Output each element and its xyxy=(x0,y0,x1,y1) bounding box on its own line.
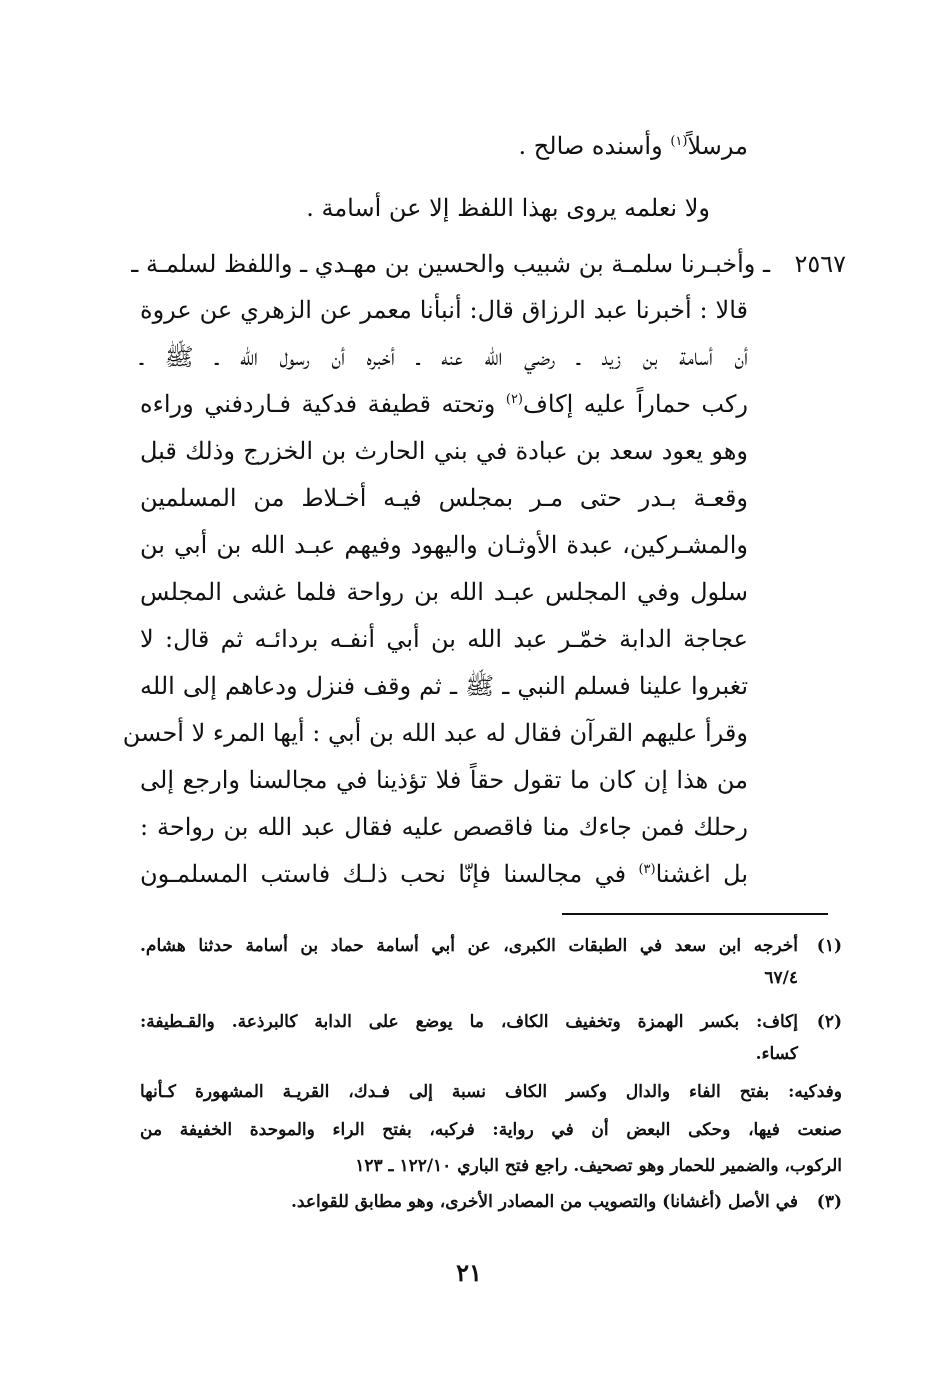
hadith-line: رحلك فمن جاءك منا فاقصص عليه فقال عبد الله بن رواحة : xyxy=(140,813,748,841)
footnote-number-2: (٢) xyxy=(816,1012,842,1032)
footnote-1-cont: ٦٧/٤ xyxy=(764,968,798,988)
hadith-last-line-rest: في مجالسنا فإنّا نحب ذلـك فاستب المسلمـون xyxy=(140,860,627,888)
hadith-line: تغبروا علينا فسلم النبي ـ ﷺ ـ ثم وقف فنزل ودعاهم إلى الله xyxy=(140,672,748,700)
intro-line-1-start: مرسلاً xyxy=(687,132,748,160)
hadith-last-line-start: بل اغشنا xyxy=(655,860,748,888)
hadith-first-line: ـ وأخبـرنا سلمـة بن شبيب والحسين بن مهـدي ـ واللفظ لسلمـة ـ xyxy=(131,250,770,278)
footnote-ref-1: (١) xyxy=(670,134,688,149)
footnote-number-1: (١) xyxy=(816,936,842,956)
hadith-line: من هذا إن كان ما تقول حقاً فلا تؤذينا في مجالسنا وارجع إلى xyxy=(140,766,748,794)
hadith-line: وهو يعود سعد بن عبادة في بني الحارث بن الخزرج وذلك قبل xyxy=(140,437,748,465)
hadith-line: عجاجة الدابة خمّـر عبد الله بن أبي أنفـه بردائـه ثم قال: لا xyxy=(140,625,748,653)
hadith-line-3-start: ركب حماراً عليه إكاف xyxy=(523,390,748,418)
hadith-line: قالا : أخبرنا عبد الرزاق قال: أنبأنا معمر عن الزهري عن عروة xyxy=(140,296,748,324)
hadith-line: وقعـة بـدر حتى مـر بمجلس فيـه أخـلاط من المسلمين xyxy=(140,484,748,512)
intro-line-1-rest: وأسنده صالح . xyxy=(518,132,663,160)
intro-line-1 xyxy=(519,128,748,164)
footnote-2-extra-line: وفدكيه: بفتح الفاء والدال وكسر الكاف نسبة إلى فـدك، القريـة المشهورة كـأنها xyxy=(140,1082,842,1102)
hadith-last-line xyxy=(140,856,748,892)
footnote-3-text: في الأصل (أغشانا) والتصويب من المصادر الأخرى، وهو مطابق للقواعد. xyxy=(290,1192,798,1212)
footnote-2-extra-line: الركوب، والضمير للحمار وهو تصحيف. راجع فتح الباري ١٢٢/١٠ ـ ١٢٣ xyxy=(355,1156,842,1176)
footnote-ref-3: (٣) xyxy=(638,862,656,877)
footnote-2-text: إكاف: بكسر الهمزة وتخفيف الكاف، ما يوضع على الدابة كالبرذعة. والقـطيفة: xyxy=(140,1012,798,1032)
footnote-2-cont: كساء. xyxy=(755,1044,798,1064)
footnote-number-3: (٣) xyxy=(816,1192,842,1212)
footnote-ref-2: (٢) xyxy=(505,392,523,407)
hadith-line: أن أسامة بن زيد ـ رضي الله عنه ـ أخبره أن رسول الله ـ ﷺ ـ xyxy=(140,343,748,371)
hadith-line: والمشـركين، عبدة الأوثـان واليهود وفيهم عبـد الله بن أبي بن xyxy=(140,531,748,559)
hadith-line: وقرأ عليهم القرآن فقال له عبد الله بن أبي : أيها المرء لا أحسن xyxy=(122,719,748,747)
hadith-line-3 xyxy=(140,386,748,422)
intro-line-2: ولا نعلمه يروى بهذا اللفظ إلا عن أسامة . xyxy=(306,194,710,222)
page-number: ٢١ xyxy=(456,1258,482,1287)
hadith-number: ٢٥٦٧ xyxy=(794,250,846,278)
footnote-2-extra-line: صنعت فيها، وحكى البعض أن في رواية: فركبه، بفتح الراء والموحدة الخفيفة من xyxy=(140,1120,842,1140)
hadith-line: سلول وفي المجلس عبـد الله بن رواحة فلما غشى المجلس xyxy=(140,578,749,606)
footnote-separator xyxy=(562,913,828,915)
footnote-1-text: أخرجه ابن سعد في الطبقات الكبرى، عن أبي أسامة حماد بن أسامة حدثنا هشام. xyxy=(140,936,798,956)
hadith-line-3-rest: وتحته قطيفة فدكية فـاردفني وراءه xyxy=(140,390,496,418)
